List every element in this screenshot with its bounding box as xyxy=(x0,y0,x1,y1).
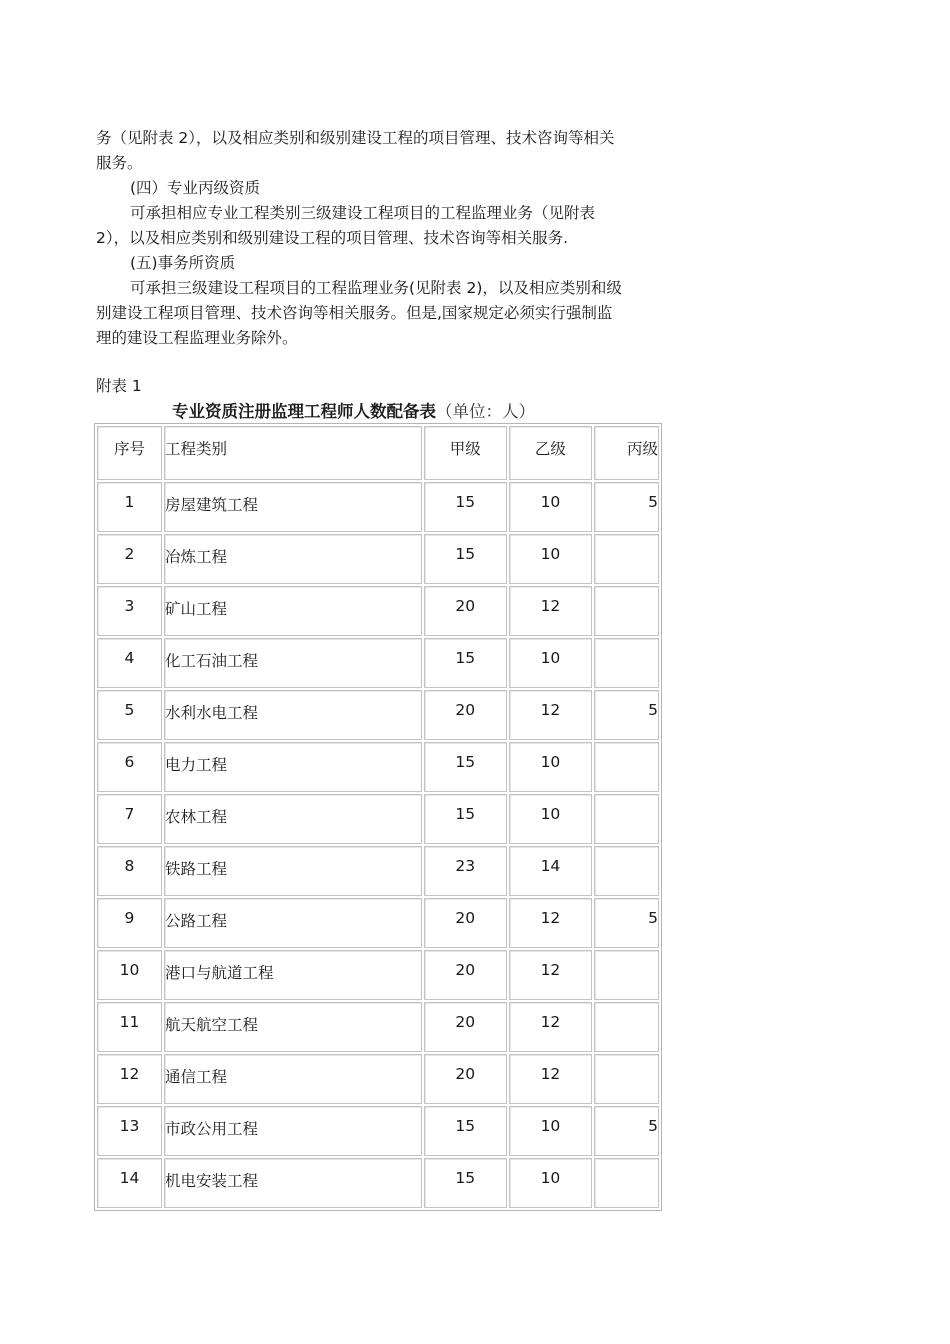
cell-no: 5 xyxy=(97,690,162,740)
cell-grade-a: 15 xyxy=(424,794,507,844)
table-row xyxy=(97,950,659,1000)
table-header-row xyxy=(97,426,659,480)
cell-no: 6 xyxy=(97,742,162,792)
table-title-main: 专业资质注册监理工程师人数配备表 xyxy=(172,402,436,421)
paragraph-line: 务（见附表 2），以及相应类别和级别建设工程的项目管理、技术咨询等相关 xyxy=(96,129,615,147)
cell-category: 水利水电工程 xyxy=(164,690,422,740)
cell-grade-a: 15 xyxy=(424,742,507,792)
table-row xyxy=(97,482,659,532)
cell-grade-b: 12 xyxy=(509,950,592,1000)
table-title xyxy=(172,398,535,422)
cell-no: 9 xyxy=(97,898,162,948)
body-text xyxy=(96,126,666,351)
cell-grade-c xyxy=(594,1158,659,1208)
staffing-table xyxy=(94,423,662,1211)
cell-grade-a: 23 xyxy=(424,846,507,896)
table-row xyxy=(97,742,659,792)
cell-grade-c xyxy=(594,1002,659,1052)
table-row xyxy=(97,846,659,896)
cell-grade-b: 10 xyxy=(509,1106,592,1156)
header-cell-grade-c: 丙级 xyxy=(594,426,659,480)
cell-no: 2 xyxy=(97,534,162,584)
cell-grade-a: 20 xyxy=(424,1054,507,1104)
cell-grade-b: 10 xyxy=(509,742,592,792)
cell-category: 市政公用工程 xyxy=(164,1106,422,1156)
cell-grade-c: 5 xyxy=(594,690,659,740)
cell-grade-c xyxy=(594,742,659,792)
cell-grade-c: 5 xyxy=(594,898,659,948)
table-title-unit: （单位：人） xyxy=(436,402,535,421)
cell-category: 通信工程 xyxy=(164,1054,422,1104)
table-row xyxy=(97,1106,659,1156)
paragraph-line: 理的建设工程监理业务除外。 xyxy=(96,329,298,347)
header-cell-no: 序号 xyxy=(97,426,162,480)
cell-no: 1 xyxy=(97,482,162,532)
cell-grade-c: 5 xyxy=(594,1106,659,1156)
table-row xyxy=(97,586,659,636)
header-cell-category: 工程类别 xyxy=(164,426,422,480)
cell-grade-a: 20 xyxy=(424,690,507,740)
cell-no: 13 xyxy=(97,1106,162,1156)
cell-no: 10 xyxy=(97,950,162,1000)
cell-category: 房屋建筑工程 xyxy=(164,482,422,532)
cell-category: 农林工程 xyxy=(164,794,422,844)
cell-grade-a: 15 xyxy=(424,482,507,532)
cell-no: 14 xyxy=(97,1158,162,1208)
cell-grade-c xyxy=(594,794,659,844)
cell-grade-b: 12 xyxy=(509,898,592,948)
cell-grade-a: 15 xyxy=(424,1106,507,1156)
paragraph-line: 可承担相应专业工程类别三级建设工程项目的工程监理业务（见附表 xyxy=(130,204,596,222)
cell-category: 港口与航道工程 xyxy=(164,950,422,1000)
cell-no: 4 xyxy=(97,638,162,688)
cell-grade-a: 15 xyxy=(424,1158,507,1208)
cell-grade-c xyxy=(594,950,659,1000)
cell-no: 11 xyxy=(97,1002,162,1052)
cell-category: 公路工程 xyxy=(164,898,422,948)
cell-grade-b: 14 xyxy=(509,846,592,896)
cell-category: 化工石油工程 xyxy=(164,638,422,688)
cell-category: 航天航空工程 xyxy=(164,1002,422,1052)
cell-grade-a: 20 xyxy=(424,898,507,948)
cell-category: 电力工程 xyxy=(164,742,422,792)
section-heading-5: (五)事务所资质 xyxy=(130,254,236,272)
paragraph-line: 别建设工程项目管理、技术咨询等相关服务。但是,国家规定必须实行强制监 xyxy=(96,304,613,322)
header-cell-grade-b: 乙级 xyxy=(509,426,592,480)
paragraph-line: 2），以及相应类别和级别建设工程的项目管理、技术咨询等相关服务. xyxy=(96,229,569,247)
cell-category: 矿山工程 xyxy=(164,586,422,636)
cell-grade-b: 10 xyxy=(509,482,592,532)
cell-grade-a: 15 xyxy=(424,534,507,584)
cell-grade-b: 10 xyxy=(509,638,592,688)
cell-grade-b: 12 xyxy=(509,690,592,740)
table-row xyxy=(97,534,659,584)
cell-grade-a: 20 xyxy=(424,950,507,1000)
cell-grade-a: 20 xyxy=(424,1002,507,1052)
paragraph-line: 服务。 xyxy=(96,154,143,172)
header-cell-grade-a: 甲级 xyxy=(424,426,507,480)
paragraph-line: 可承担三级建设工程项目的工程监理业务(见附表 2)，以及相应类别和级 xyxy=(130,279,622,297)
cell-category: 机电安装工程 xyxy=(164,1158,422,1208)
cell-grade-b: 12 xyxy=(509,1002,592,1052)
cell-no: 7 xyxy=(97,794,162,844)
cell-grade-c xyxy=(594,638,659,688)
cell-grade-c xyxy=(594,586,659,636)
table-row xyxy=(97,1002,659,1052)
cell-grade-a: 15 xyxy=(424,638,507,688)
table-row xyxy=(97,898,659,948)
cell-category: 冶炼工程 xyxy=(164,534,422,584)
table-row xyxy=(97,794,659,844)
cell-grade-c xyxy=(594,846,659,896)
cell-no: 12 xyxy=(97,1054,162,1104)
cell-grade-a: 20 xyxy=(424,586,507,636)
table-row xyxy=(97,638,659,688)
section-heading-4: (四）专业丙级资质 xyxy=(130,179,261,197)
table-row xyxy=(97,690,659,740)
cell-grade-b: 12 xyxy=(509,1054,592,1104)
cell-no: 8 xyxy=(97,846,162,896)
cell-grade-c xyxy=(594,534,659,584)
cell-grade-c xyxy=(594,1054,659,1104)
cell-grade-b: 10 xyxy=(509,1158,592,1208)
cell-no: 3 xyxy=(97,586,162,636)
cell-grade-b: 10 xyxy=(509,534,592,584)
table-row xyxy=(97,1158,659,1208)
cell-category: 铁路工程 xyxy=(164,846,422,896)
cell-grade-b: 10 xyxy=(509,794,592,844)
table-label: 附表 1 xyxy=(96,377,142,395)
cell-grade-b: 12 xyxy=(509,586,592,636)
cell-grade-c: 5 xyxy=(594,482,659,532)
table-row xyxy=(97,1054,659,1104)
